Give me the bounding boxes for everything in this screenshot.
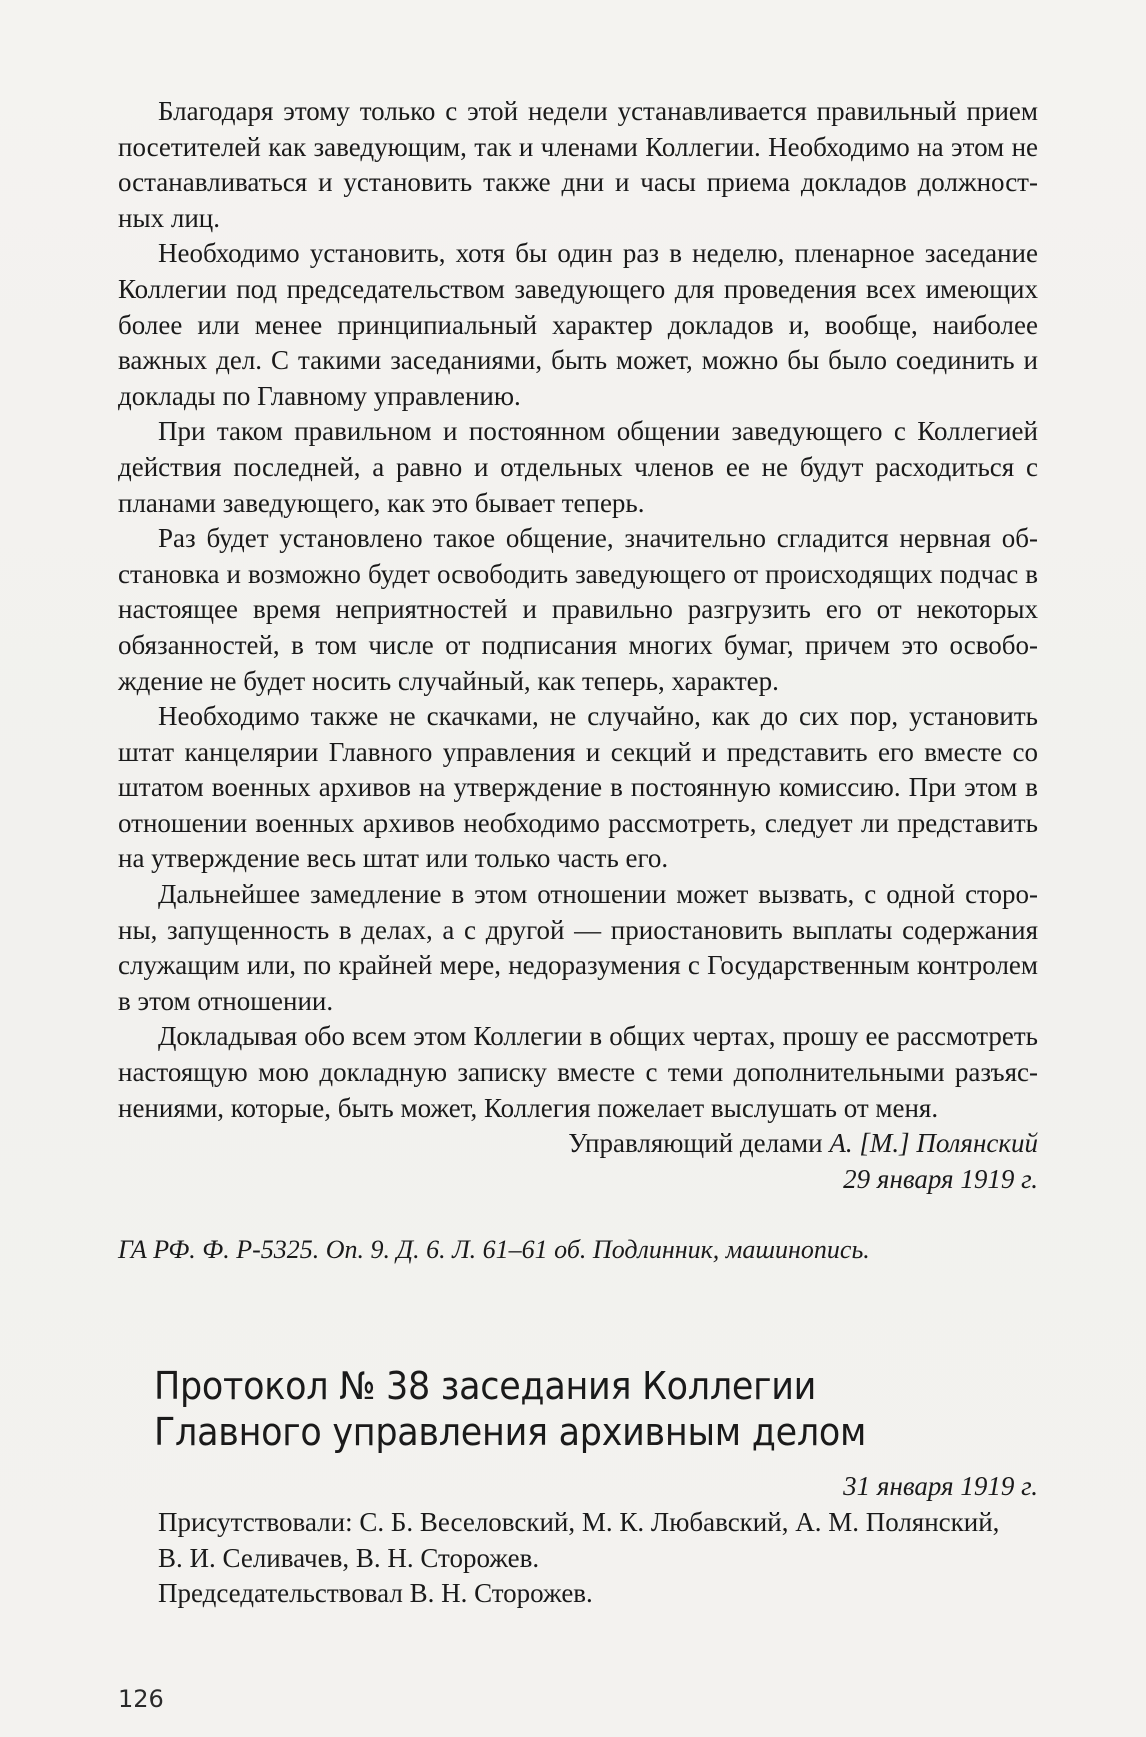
signature-role: Управляющий делами [568, 1128, 823, 1159]
archival-source: ГА РФ. Ф. Р-5325. Оп. 9. Д. 6. Л. 61–61 об. Подлинник, машинопись. [118, 1235, 870, 1265]
attendance-present-line-1: Присутствовали: С. Б. Веселовский, М. К. Любавский, А. М. Полянский, [158, 1507, 1000, 1537]
signature-name: А. [М.] Полянский [829, 1128, 1038, 1159]
protocol-date: 31 января 1919 г. [843, 1471, 1038, 1502]
paragraph-7: Докладывая обо всем этом Коллегии в общих чертах, прошу ее рассмотреть настоящую мою докладную записку вместе с теми дополнительными разъяснениями, которые, быть может, Коллегия пожелает выслушать от меня. [118, 1021, 1038, 1123]
protocol-heading [154, 1363, 967, 1455]
paragraph-2: Необходимо установить, хотя бы один раз в неделю, пленарное заседание Коллегии под председательством заведующего для проведения всех имеющих более или менее принципиальный характер докладов и, вообще, наиболее важных дел. С такими заседаниями, быть может, можно бы было соединить и доклады по Главному управлению. [118, 238, 1038, 411]
heading-line-1: Протокол № 38 заседания Коллегии [154, 1364, 817, 1409]
page-number: 126 [118, 1685, 164, 1713]
signature-date: 29 января 1919 г. [843, 1163, 1038, 1194]
paragraph-5: Необходимо также не скачками, не случайно, как до сих пор, установить штат канцелярии Главного управления и секций и представить его вместе со штатом военных архивов на утверждение в постоянную комиссию. При этом в отношении военных архивов необходимо рассмотреть, следует ли представить на утверждение весь штат или только часть его. [118, 701, 1038, 874]
paragraph-6: Дальнейшее замедление в этом отношении может вызвать, с одной стороны, запущенность в делах, а с другой — приостановить выплаты содержания служащим или, по крайней мере, недоразумения с Государственным контролем в этом отношении. [118, 879, 1038, 1016]
attendance-present-line-2: В. И. Селивачев, В. Н. Сторожев. [158, 1542, 540, 1573]
paragraph-3: При таком правильном и постоянном общении заведующего с Коллегией действия последней, а равно и отдельных членов ее не будут расходиться с планами заведующего, как это бывает теперь. [118, 416, 1038, 518]
paragraph-1: Благодаря этому только с этой недели устанавливается правильный прием посетителей как заведующим, так и членами Коллегии. Необходимо на этом не останавливаться и установить также дни и часы приема докладов должностных лиц. [118, 96, 1038, 233]
paragraph-4: Раз будет установлено такое общение, значительно сгладится нервная обстановка и возможно будет освободить заведующего от происходящих подчас в настоящее время неприятностей и правильно разгрузить его от некоторых обязанностей, в том числе от подписания многих бумаг, причем это освобождение не будет носить случайный, как теперь, характер. [118, 523, 1038, 696]
text-column [118, 94, 1038, 1612]
signature-line [118, 1126, 1038, 1162]
heading-line-2: Главного управления архивным делом [154, 1410, 867, 1455]
attendance-chaired: Председательствовал В. Н. Сторожев. [158, 1578, 593, 1609]
